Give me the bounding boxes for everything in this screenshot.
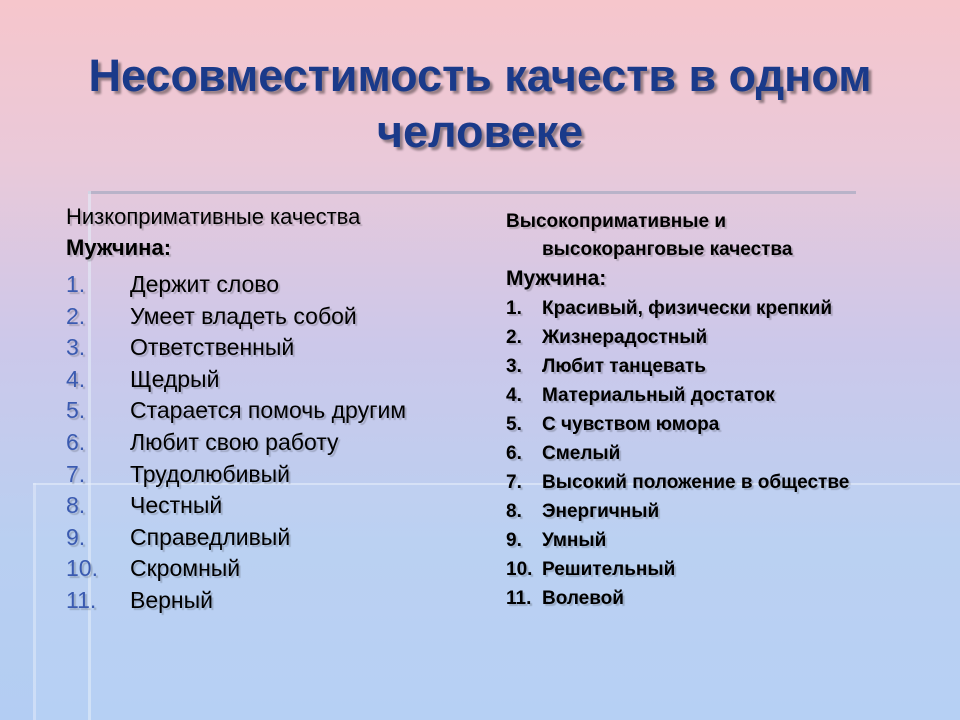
high-primative-heading [506,208,946,264]
list-item-text: Верный [130,586,214,613]
list-item-text: Щедрый [130,365,220,392]
list-item [66,490,486,522]
list-item [506,323,946,352]
decorative-line-left-lower [33,483,36,720]
list-item-text: Держит слово [130,271,280,297]
list-item-text: Смелый [542,443,621,464]
high-primative-heading-line1: Высокопримативные и [506,211,727,232]
list-item-number: 8. [66,492,86,519]
list-item [66,427,486,459]
high-primative-list [506,294,946,613]
high-primative-column [506,208,946,613]
list-item-number: 8. [506,501,522,522]
list-item-number: 9. [66,523,86,550]
low-primative-heading: Низкопримативные качества [66,204,361,229]
list-item-text: Высокий положение в обществе [542,472,850,493]
list-item-text: Красивый, физически крепкий [542,298,833,319]
list-item-text: С чувством юмора [542,414,720,435]
list-item-text: Любит танцевать [542,356,706,377]
list-item-text: Решительный [542,559,676,580]
slide-title: Несовместимость качеств в одном человеке [88,50,872,157]
list-item-text: Старается помочь другим [130,397,407,424]
list-item [506,497,946,526]
list-item-number: 7. [66,460,86,487]
low-primative-column [66,200,486,617]
list-item-number: 9. [506,530,522,551]
high-primative-heading-line2: высокоранговые качества [542,239,793,260]
list-item-number: 10. [506,559,533,580]
list-item-number: 10. [66,555,98,582]
list-item [66,332,486,364]
list-item-number: 1. [506,298,522,319]
list-item-text: Материальный достаток [542,385,775,406]
list-item [506,294,946,323]
list-item [506,352,946,381]
list-item-text: Умный [542,530,607,551]
list-item [66,364,486,396]
list-item [506,526,946,555]
list-item [66,301,486,333]
list-item [66,553,486,585]
list-item-text: Справедливый [130,523,291,550]
list-item [506,468,946,497]
list-item-text: Трудолюбивый [130,460,291,487]
list-item-number: 3. [506,356,522,377]
list-item [506,439,946,468]
decorative-line-top [88,191,856,194]
list-item-number: 2. [506,327,522,348]
list-item-text: Жизнерадостный [542,327,708,348]
list-item-number: 4. [506,385,522,406]
list-item-number: 2. [66,302,86,329]
list-item [506,555,946,584]
list-item-number: 6. [506,443,522,464]
list-item-number: 5. [66,397,86,424]
low-primative-subheading: Мужчина: [66,235,172,260]
list-item-number: 1. [66,271,86,297]
list-item [506,410,946,439]
list-item-number: 4. [66,365,86,392]
list-item [506,381,946,410]
list-item [66,459,486,491]
list-item [506,584,946,613]
list-item-text: Скромный [130,555,241,582]
list-item [66,522,486,554]
list-item [66,585,486,617]
list-item-text: Честный [130,492,223,519]
list-item-text: Умеет владеть собой [130,302,357,329]
list-item-text: Любит свою работу [130,428,339,455]
list-item-number: 7. [506,472,522,493]
list-item-text: Волевой [542,588,624,609]
list-item [66,395,486,427]
list-item-number: 11. [506,588,532,609]
list-item-text: Энергичный [542,501,660,522]
low-primative-list [66,269,486,617]
list-item-text: Ответственный [130,334,295,361]
list-item-number: 5. [506,414,522,435]
high-primative-subheading: Мужчина: [506,267,607,290]
list-item [66,269,486,301]
list-item-number: 11. [66,586,97,613]
list-item-number: 6. [66,428,86,455]
list-item-number: 3. [66,334,86,361]
